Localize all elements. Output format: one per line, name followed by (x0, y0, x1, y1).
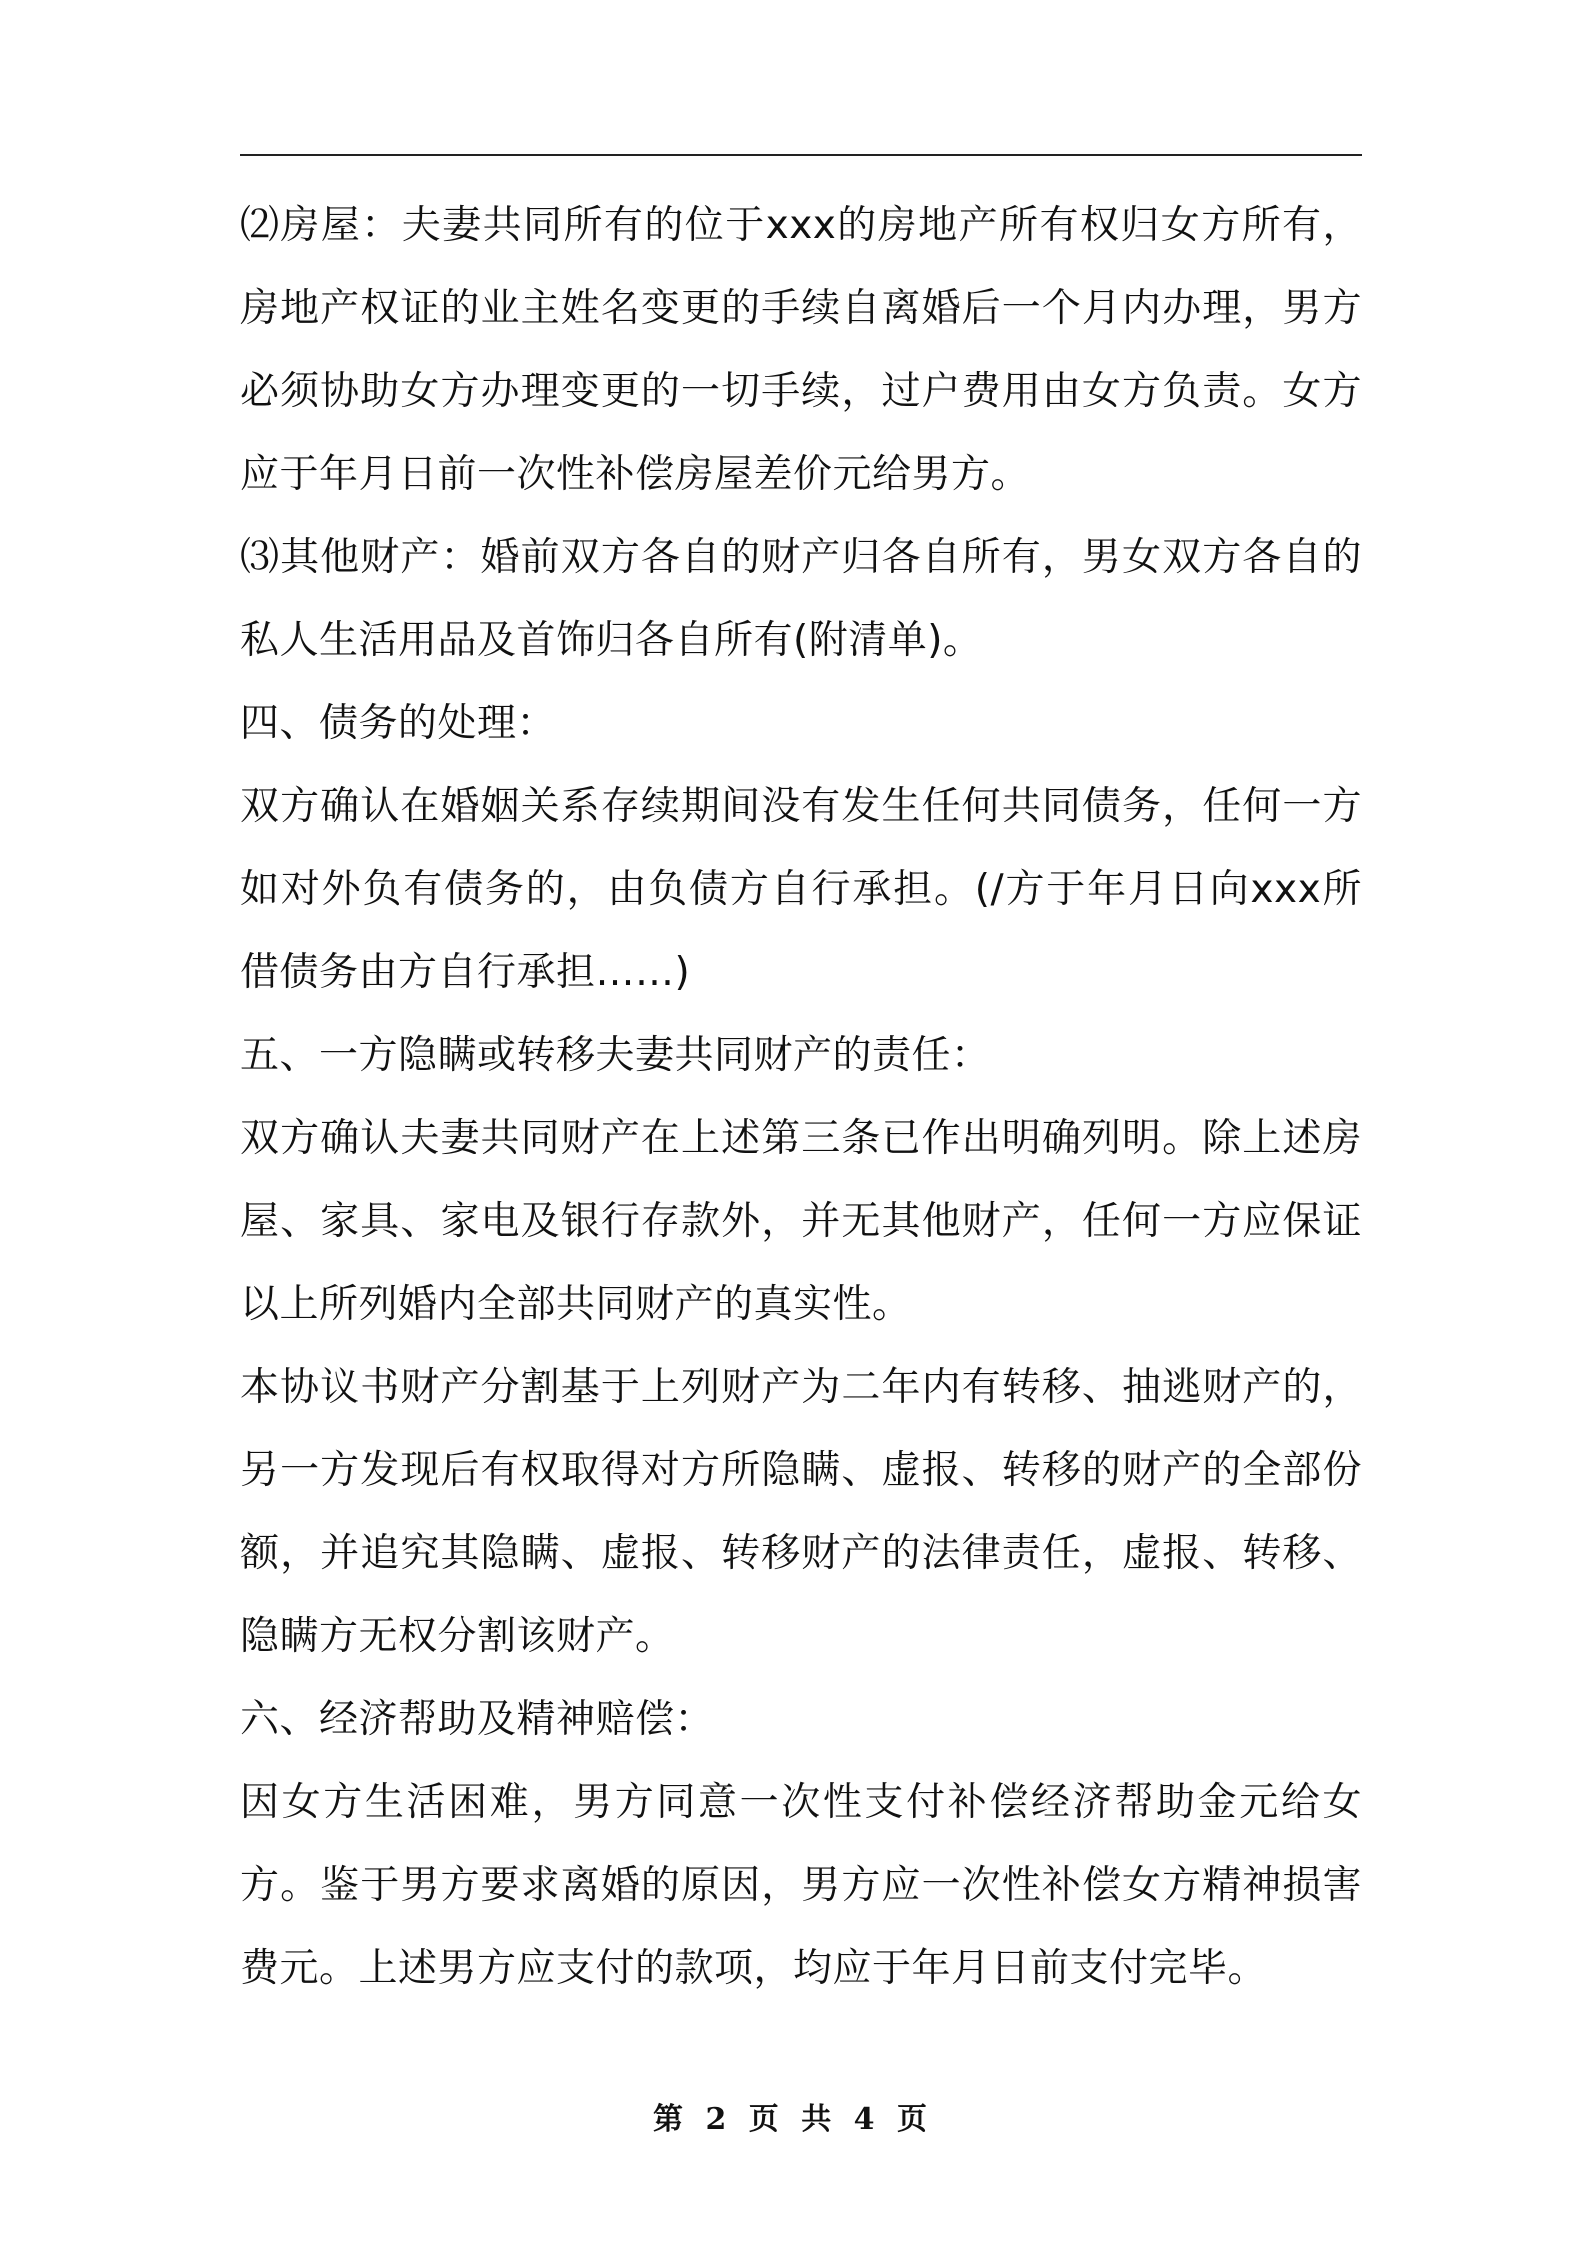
document-body (240, 184, 1362, 2010)
heading-debt: 四、债务的处理： (240, 701, 557, 746)
page-number: 第 2 页 共 4 页 (653, 2102, 933, 2137)
paragraph-concealment: 双方确认夫妻共同财产在上述第三条已作出明确列明。除上述房屋、家具、家电及银行存款外，并无其他财产，任何一方应保证以上所列婚内全部共同财产的真实性。 (240, 1116, 1362, 1327)
paragraph-division: 本协议书财产分割基于上列财产为二年内有转移、抽逃财产的，另一方发现后有权取得对方所隐瞒、虚报、转移的财产的全部份额，并追究其隐瞒、虚报、转移财产的法律责任，虚报、转移、隐瞒方无权分割该财产。 (240, 1365, 1362, 1659)
paragraph-debt: 双方确认在婚姻关系存续期间没有发生任何共同债务，任何一方如对外负有债务的，由负债方自行承担。(/方于年月日向xxx所借债务由方自行承担……) (240, 784, 1362, 995)
paragraph-compensation: 因女方生活困难，男方同意一次性支付补偿经济帮助金元给女方。鉴于男方要求离婚的原因，男方应一次性补偿女方精神损害费元。上述男方应支付的款项，均应于年月日前支付完毕。 (240, 1780, 1362, 1991)
paragraph-other-property: ⑶其他财产：婚前双方各自的财产归各自所有，男女双方各自的私人生活用品及首饰归各自所有(附清单)。 (240, 535, 1362, 663)
heading-concealment: 五、一方隐瞒或转移夫妻共同财产的责任： (240, 1033, 991, 1078)
paragraph-house: ⑵房屋：夫妻共同所有的位于xxx的房地产所有权归女方所有，房地产权证的业主姓名变更的手续自离婚后一个月内办理，男方必须协助女方办理变更的一切手续，过户费用由女方负责。女方应于年月日前一次性补偿房屋差价元给男方。 (240, 203, 1362, 497)
heading-compensation: 六、经济帮助及精神赔偿： (240, 1697, 715, 1742)
header-rule (240, 154, 1362, 156)
